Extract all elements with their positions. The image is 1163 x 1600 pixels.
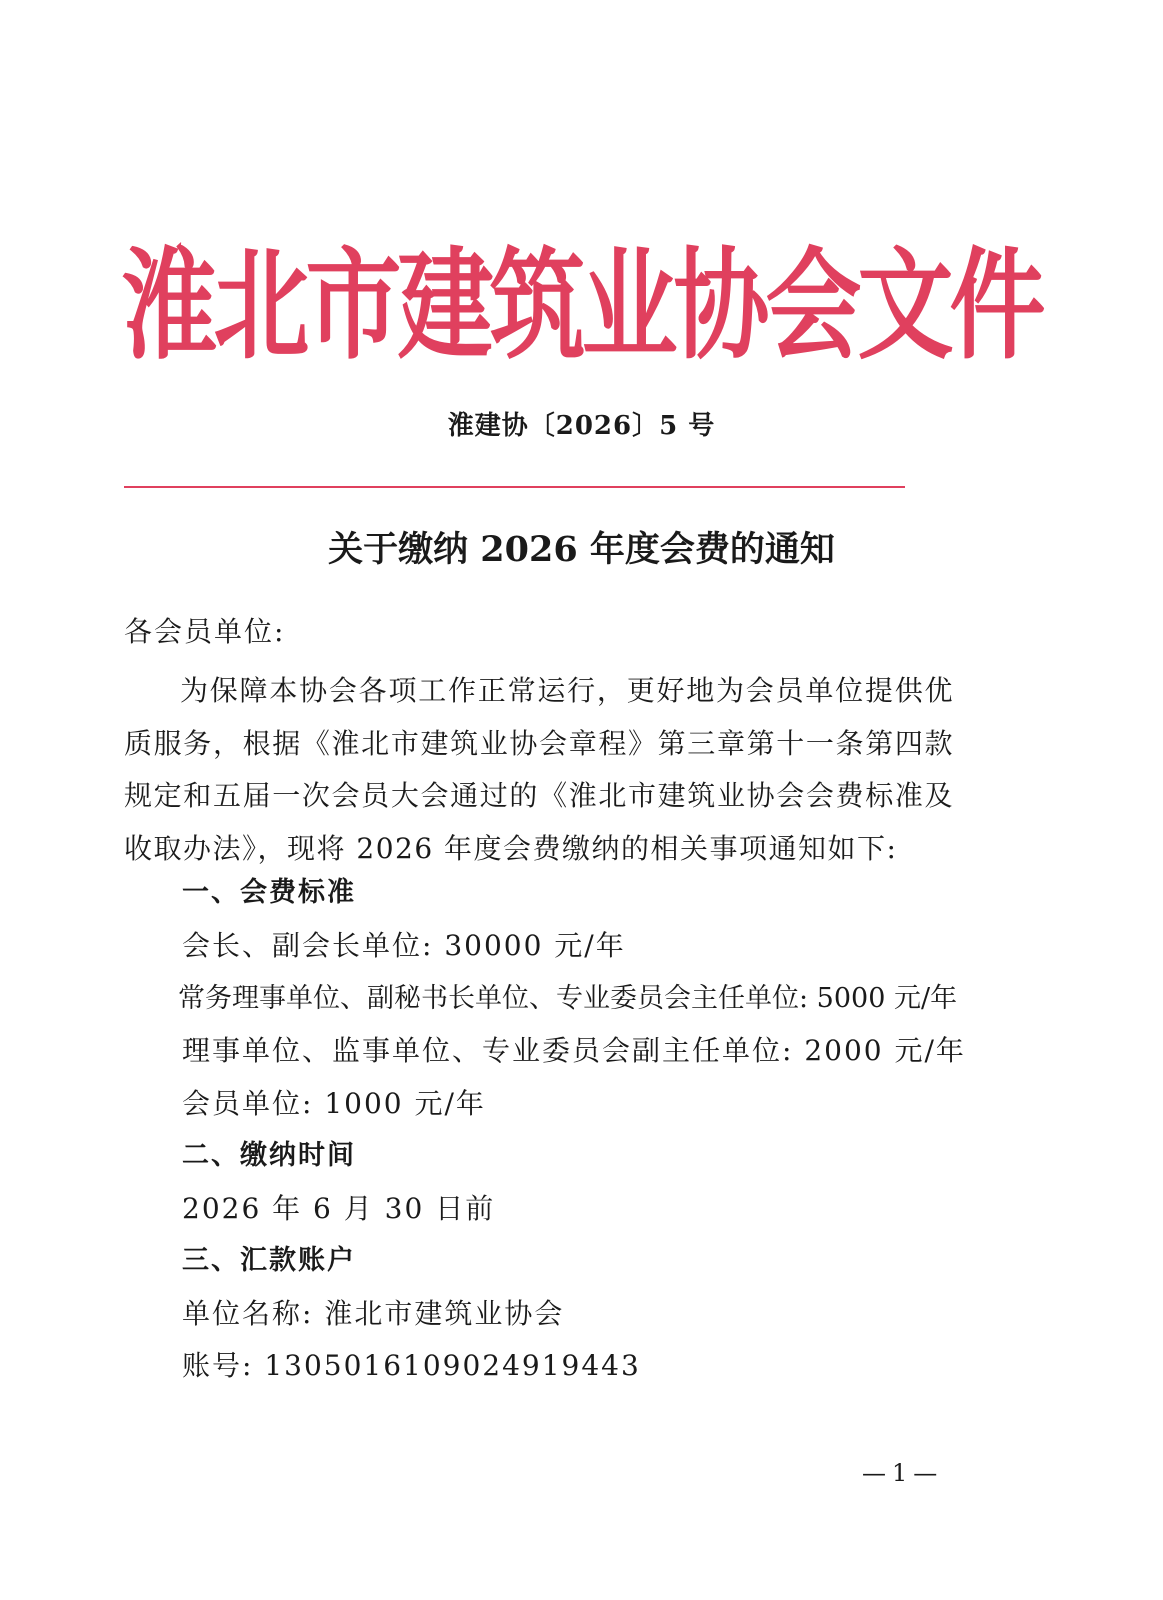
fee-item-director: 理事单位、监事单位、专业委员会副主任单位: 2000 元/年 — [182, 1034, 966, 1067]
fee-item-standing-director: 常务理事单位、副秘书长单位、专业委员会主任单位: 5000 元/年 — [178, 983, 958, 1014]
section-heading-payment-time: 二、缴纳时间 — [182, 1140, 356, 1171]
page-number: —1— — [862, 1459, 944, 1487]
masthead-title: 淮北市建筑业协会文件 — [121, 235, 1042, 376]
account-unit-name: 单位名称: 淮北市建筑业协会 — [182, 1297, 565, 1330]
intro-paragraph: 为保障本协会各项工作正常运行，更好地为会员单位提供优质服务，根据《淮北市建筑业协会章程》第三章第十一条第四款规定和五届一次会员大会通过的《淮北市建筑业协会会费标准及收取办法》，现将 2026 年度会费缴纳的相关事项通知如下: — [124, 674, 954, 865]
account-number: 账号: 1305016109024919443 — [182, 1349, 641, 1382]
fee-item-president: 会长、副会长单位: 30000 元/年 — [182, 929, 626, 962]
notice-title: 关于缴纳 2026 年度会费的通知 — [328, 529, 835, 570]
section-heading-fee-standard: 一、会费标准 — [182, 877, 356, 908]
payment-deadline: 2026 年 6 月 30 日前 — [182, 1192, 496, 1225]
salutation: 各会员单位: — [124, 615, 286, 648]
document-number: 淮建协〔2026〕5 号 — [447, 411, 716, 441]
red-divider-line — [124, 486, 905, 488]
section-heading-account: 三、汇款账户 — [182, 1245, 356, 1276]
fee-item-member: 会员单位: 1000 元/年 — [182, 1087, 486, 1120]
